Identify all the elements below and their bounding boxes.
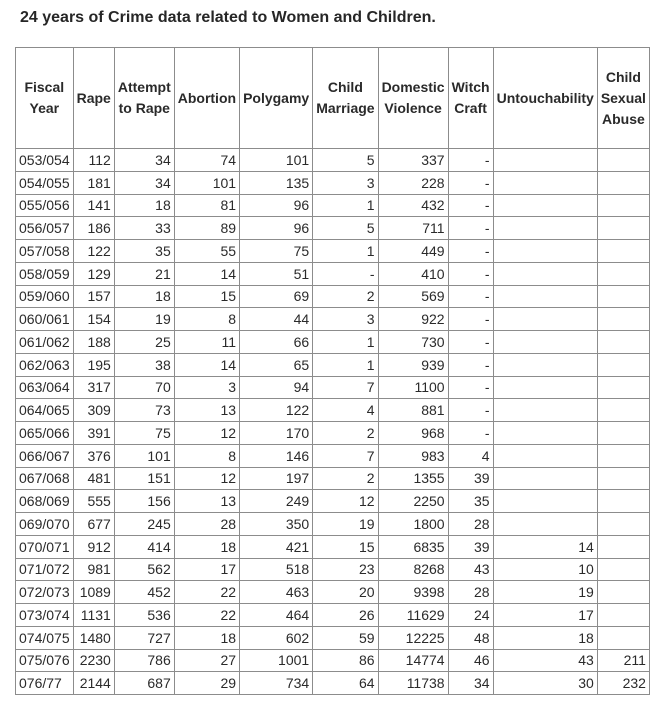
cell-witch-craft: - — [448, 308, 493, 331]
cell-polygamy: 66 — [240, 331, 313, 354]
table-row — [16, 194, 650, 217]
cell-polygamy: 94 — [240, 376, 313, 399]
cell-fiscal-year: 064/065 — [16, 399, 74, 422]
cell-witch-craft: - — [448, 194, 493, 217]
cell-domestic-violence: 569 — [378, 285, 448, 308]
table-row — [16, 353, 650, 376]
cell-fiscal-year: 062/063 — [16, 353, 74, 376]
table-row — [16, 399, 650, 422]
cell-witch-craft: 4 — [448, 444, 493, 467]
cell-abortion: 13 — [174, 399, 239, 422]
cell-attempt-to-rape: 25 — [114, 331, 174, 354]
header-untouchability: Untouchability — [493, 48, 597, 149]
cell-child-marriage: 5 — [313, 149, 378, 172]
cell-child-marriage: 1 — [313, 353, 378, 376]
cell-witch-craft: 39 — [448, 467, 493, 490]
cell-polygamy: 1001 — [240, 649, 313, 672]
cell-polygamy: 96 — [240, 194, 313, 217]
cell-abortion: 8 — [174, 308, 239, 331]
cell-abortion: 11 — [174, 331, 239, 354]
cell-fiscal-year: 055/056 — [16, 194, 74, 217]
cell-attempt-to-rape: 19 — [114, 308, 174, 331]
cell-rape: 181 — [73, 171, 114, 194]
cell-untouchability: 43 — [493, 649, 597, 672]
cell-rape: 1089 — [73, 581, 114, 604]
table-row — [16, 422, 650, 445]
cell-child-sexual-abuse — [597, 513, 649, 536]
cell-witch-craft: 35 — [448, 490, 493, 513]
cell-attempt-to-rape: 101 — [114, 444, 174, 467]
cell-polygamy: 122 — [240, 399, 313, 422]
cell-child-marriage: 1 — [313, 331, 378, 354]
cell-fiscal-year: 072/073 — [16, 581, 74, 604]
cell-untouchability — [493, 376, 597, 399]
cell-child-marriage: 64 — [313, 672, 378, 695]
cell-attempt-to-rape: 18 — [114, 285, 174, 308]
cell-fiscal-year: 056/057 — [16, 217, 74, 240]
cell-fiscal-year: 054/055 — [16, 171, 74, 194]
cell-domestic-violence: 983 — [378, 444, 448, 467]
cell-fiscal-year: 070/071 — [16, 535, 74, 558]
cell-child-marriage: - — [313, 262, 378, 285]
cell-fiscal-year: 065/066 — [16, 422, 74, 445]
cell-polygamy: 421 — [240, 535, 313, 558]
cell-untouchability: 30 — [493, 672, 597, 695]
header-domestic-violence: Domestic Violence — [378, 48, 448, 149]
cell-polygamy: 101 — [240, 149, 313, 172]
cell-attempt-to-rape: 786 — [114, 649, 174, 672]
cell-domestic-violence: 8268 — [378, 558, 448, 581]
cell-untouchability — [493, 171, 597, 194]
cell-untouchability: 14 — [493, 535, 597, 558]
cell-untouchability — [493, 467, 597, 490]
cell-untouchability: 18 — [493, 626, 597, 649]
cell-attempt-to-rape: 21 — [114, 262, 174, 285]
table-body — [16, 149, 650, 695]
cell-fiscal-year: 071/072 — [16, 558, 74, 581]
cell-child-sexual-abuse — [597, 217, 649, 240]
cell-child-marriage: 86 — [313, 649, 378, 672]
cell-abortion: 3 — [174, 376, 239, 399]
cell-fiscal-year: 067/068 — [16, 467, 74, 490]
cell-polygamy: 51 — [240, 262, 313, 285]
cell-domestic-violence: 228 — [378, 171, 448, 194]
cell-abortion: 89 — [174, 217, 239, 240]
table-row — [16, 331, 650, 354]
table-row — [16, 376, 650, 399]
cell-domestic-violence: 1355 — [378, 467, 448, 490]
cell-rape: 157 — [73, 285, 114, 308]
cell-witch-craft: - — [448, 376, 493, 399]
cell-untouchability — [493, 490, 597, 513]
header-rape: Rape — [73, 48, 114, 149]
cell-child-sexual-abuse — [597, 194, 649, 217]
cell-abortion: 22 — [174, 604, 239, 627]
cell-domestic-violence: 449 — [378, 240, 448, 263]
cell-rape: 317 — [73, 376, 114, 399]
cell-polygamy: 69 — [240, 285, 313, 308]
cell-untouchability — [493, 308, 597, 331]
cell-polygamy: 734 — [240, 672, 313, 695]
cell-witch-craft: 43 — [448, 558, 493, 581]
cell-rape: 309 — [73, 399, 114, 422]
cell-fiscal-year: 073/074 — [16, 604, 74, 627]
cell-domestic-violence: 881 — [378, 399, 448, 422]
cell-abortion: 27 — [174, 649, 239, 672]
cell-untouchability — [493, 513, 597, 536]
cell-rape: 912 — [73, 535, 114, 558]
cell-domestic-violence: 2250 — [378, 490, 448, 513]
cell-child-sexual-abuse: 232 — [597, 672, 649, 695]
cell-abortion: 28 — [174, 513, 239, 536]
page-title: 24 years of Crime data related to Women and Children. — [20, 9, 436, 26]
cell-abortion: 14 — [174, 353, 239, 376]
cell-rape: 2230 — [73, 649, 114, 672]
cell-witch-craft: - — [448, 353, 493, 376]
cell-witch-craft: - — [448, 262, 493, 285]
header-child-sexual-abuse: Child Sexual Abuse — [597, 48, 649, 149]
table-row — [16, 240, 650, 263]
cell-untouchability: 19 — [493, 581, 597, 604]
cell-abortion: 12 — [174, 422, 239, 445]
cell-witch-craft: - — [448, 171, 493, 194]
cell-child-sexual-abuse — [597, 262, 649, 285]
table-row — [16, 262, 650, 285]
cell-rape: 112 — [73, 149, 114, 172]
cell-child-sexual-abuse — [597, 240, 649, 263]
cell-attempt-to-rape: 34 — [114, 171, 174, 194]
cell-child-marriage: 2 — [313, 467, 378, 490]
cell-abortion: 8 — [174, 444, 239, 467]
cell-child-marriage: 2 — [313, 285, 378, 308]
table-row — [16, 490, 650, 513]
cell-child-sexual-abuse — [597, 285, 649, 308]
cell-child-marriage: 12 — [313, 490, 378, 513]
header-attempt-to-rape: Attempt to Rape — [114, 48, 174, 149]
cell-rape: 481 — [73, 467, 114, 490]
cell-domestic-violence: 11629 — [378, 604, 448, 627]
cell-child-marriage: 19 — [313, 513, 378, 536]
crime-data-table — [15, 47, 650, 695]
cell-domestic-violence: 12225 — [378, 626, 448, 649]
cell-fiscal-year: 058/059 — [16, 262, 74, 285]
cell-child-marriage: 4 — [313, 399, 378, 422]
cell-fiscal-year: 059/060 — [16, 285, 74, 308]
cell-untouchability — [493, 353, 597, 376]
cell-child-marriage: 7 — [313, 444, 378, 467]
cell-abortion: 101 — [174, 171, 239, 194]
header-child-marriage: Child Marriage — [313, 48, 378, 149]
cell-polygamy: 602 — [240, 626, 313, 649]
cell-child-sexual-abuse: 211 — [597, 649, 649, 672]
cell-rape: 677 — [73, 513, 114, 536]
cell-abortion: 81 — [174, 194, 239, 217]
cell-domestic-violence: 939 — [378, 353, 448, 376]
cell-fiscal-year: 069/070 — [16, 513, 74, 536]
cell-abortion: 18 — [174, 535, 239, 558]
cell-witch-craft: - — [448, 149, 493, 172]
cell-child-sexual-abuse — [597, 581, 649, 604]
cell-untouchability — [493, 149, 597, 172]
cell-abortion: 29 — [174, 672, 239, 695]
table-header-row — [16, 48, 650, 149]
cell-child-marriage: 7 — [313, 376, 378, 399]
cell-domestic-violence: 922 — [378, 308, 448, 331]
cell-domestic-violence: 1800 — [378, 513, 448, 536]
table-row — [16, 217, 650, 240]
cell-untouchability — [493, 240, 597, 263]
cell-abortion: 55 — [174, 240, 239, 263]
cell-child-marriage: 26 — [313, 604, 378, 627]
table-row — [16, 581, 650, 604]
cell-child-sexual-abuse — [597, 149, 649, 172]
cell-child-marriage: 5 — [313, 217, 378, 240]
cell-fiscal-year: 068/069 — [16, 490, 74, 513]
cell-child-marriage: 15 — [313, 535, 378, 558]
cell-domestic-violence: 11738 — [378, 672, 448, 695]
cell-witch-craft: - — [448, 285, 493, 308]
cell-witch-craft: - — [448, 399, 493, 422]
cell-domestic-violence: 432 — [378, 194, 448, 217]
cell-child-sexual-abuse — [597, 353, 649, 376]
cell-child-marriage: 59 — [313, 626, 378, 649]
cell-rape: 141 — [73, 194, 114, 217]
cell-child-sexual-abuse — [597, 490, 649, 513]
cell-attempt-to-rape: 452 — [114, 581, 174, 604]
cell-attempt-to-rape: 75 — [114, 422, 174, 445]
cell-rape: 981 — [73, 558, 114, 581]
cell-child-sexual-abuse — [597, 331, 649, 354]
cell-child-sexual-abuse — [597, 308, 649, 331]
cell-child-sexual-abuse — [597, 444, 649, 467]
cell-rape: 1131 — [73, 604, 114, 627]
cell-polygamy: 170 — [240, 422, 313, 445]
cell-polygamy: 249 — [240, 490, 313, 513]
cell-untouchability — [493, 262, 597, 285]
cell-fiscal-year: 060/061 — [16, 308, 74, 331]
cell-attempt-to-rape: 414 — [114, 535, 174, 558]
cell-attempt-to-rape: 73 — [114, 399, 174, 422]
cell-rape: 195 — [73, 353, 114, 376]
cell-rape: 2144 — [73, 672, 114, 695]
cell-fiscal-year: 057/058 — [16, 240, 74, 263]
cell-witch-craft: 39 — [448, 535, 493, 558]
cell-child-sexual-abuse — [597, 467, 649, 490]
table-row — [16, 308, 650, 331]
cell-abortion: 22 — [174, 581, 239, 604]
cell-witch-craft: 46 — [448, 649, 493, 672]
cell-attempt-to-rape: 562 — [114, 558, 174, 581]
cell-domestic-violence: 968 — [378, 422, 448, 445]
cell-untouchability — [493, 331, 597, 354]
table-row — [16, 149, 650, 172]
cell-witch-craft: - — [448, 217, 493, 240]
cell-rape: 129 — [73, 262, 114, 285]
cell-abortion: 13 — [174, 490, 239, 513]
cell-untouchability — [493, 217, 597, 240]
cell-child-marriage: 2 — [313, 422, 378, 445]
cell-child-sexual-abuse — [597, 422, 649, 445]
cell-child-marriage: 20 — [313, 581, 378, 604]
cell-abortion: 15 — [174, 285, 239, 308]
cell-witch-craft: 24 — [448, 604, 493, 627]
header-abortion: Abortion — [174, 48, 239, 149]
cell-child-sexual-abuse — [597, 535, 649, 558]
cell-attempt-to-rape: 727 — [114, 626, 174, 649]
cell-untouchability — [493, 422, 597, 445]
cell-witch-craft: 28 — [448, 581, 493, 604]
cell-child-sexual-abuse — [597, 626, 649, 649]
cell-domestic-violence: 410 — [378, 262, 448, 285]
cell-rape: 1480 — [73, 626, 114, 649]
cell-domestic-violence: 730 — [378, 331, 448, 354]
cell-rape: 391 — [73, 422, 114, 445]
cell-polygamy: 518 — [240, 558, 313, 581]
cell-witch-craft: - — [448, 422, 493, 445]
cell-fiscal-year: 076/77 — [16, 672, 74, 695]
cell-attempt-to-rape: 151 — [114, 467, 174, 490]
cell-child-sexual-abuse — [597, 604, 649, 627]
table-row — [16, 513, 650, 536]
cell-domestic-violence: 14774 — [378, 649, 448, 672]
cell-rape: 188 — [73, 331, 114, 354]
cell-attempt-to-rape: 536 — [114, 604, 174, 627]
cell-polygamy: 146 — [240, 444, 313, 467]
cell-attempt-to-rape: 245 — [114, 513, 174, 536]
cell-child-marriage: 1 — [313, 194, 378, 217]
cell-fiscal-year: 075/076 — [16, 649, 74, 672]
cell-child-sexual-abuse — [597, 171, 649, 194]
cell-rape: 122 — [73, 240, 114, 263]
cell-attempt-to-rape: 18 — [114, 194, 174, 217]
cell-abortion: 74 — [174, 149, 239, 172]
cell-child-sexual-abuse — [597, 376, 649, 399]
cell-abortion: 12 — [174, 467, 239, 490]
cell-attempt-to-rape: 70 — [114, 376, 174, 399]
cell-child-marriage: 23 — [313, 558, 378, 581]
cell-attempt-to-rape: 33 — [114, 217, 174, 240]
cell-polygamy: 350 — [240, 513, 313, 536]
cell-child-marriage: 3 — [313, 308, 378, 331]
cell-rape: 186 — [73, 217, 114, 240]
cell-polygamy: 96 — [240, 217, 313, 240]
cell-polygamy: 75 — [240, 240, 313, 263]
cell-fiscal-year: 063/064 — [16, 376, 74, 399]
table-row — [16, 444, 650, 467]
cell-domestic-violence: 1100 — [378, 376, 448, 399]
cell-witch-craft: 34 — [448, 672, 493, 695]
table-row — [16, 467, 650, 490]
cell-fiscal-year: 061/062 — [16, 331, 74, 354]
table-row — [16, 285, 650, 308]
table-row — [16, 604, 650, 627]
cell-witch-craft: - — [448, 240, 493, 263]
cell-polygamy: 197 — [240, 467, 313, 490]
cell-attempt-to-rape: 687 — [114, 672, 174, 695]
cell-rape: 555 — [73, 490, 114, 513]
cell-polygamy: 135 — [240, 171, 313, 194]
cell-child-marriage: 1 — [313, 240, 378, 263]
cell-untouchability — [493, 194, 597, 217]
cell-polygamy: 44 — [240, 308, 313, 331]
cell-witch-craft: 48 — [448, 626, 493, 649]
header-witch-craft: Witch Craft — [448, 48, 493, 149]
cell-attempt-to-rape: 35 — [114, 240, 174, 263]
table-row — [16, 171, 650, 194]
cell-abortion: 17 — [174, 558, 239, 581]
header-fiscal-year: Fiscal Year — [16, 48, 74, 149]
table-row — [16, 626, 650, 649]
cell-polygamy: 464 — [240, 604, 313, 627]
cell-child-sexual-abuse — [597, 558, 649, 581]
cell-polygamy: 463 — [240, 581, 313, 604]
cell-untouchability: 10 — [493, 558, 597, 581]
cell-polygamy: 65 — [240, 353, 313, 376]
cell-fiscal-year: 074/075 — [16, 626, 74, 649]
cell-untouchability: 17 — [493, 604, 597, 627]
cell-domestic-violence: 6835 — [378, 535, 448, 558]
table-row — [16, 558, 650, 581]
cell-abortion: 14 — [174, 262, 239, 285]
cell-rape: 376 — [73, 444, 114, 467]
header-polygamy: Polygamy — [240, 48, 313, 149]
cell-attempt-to-rape: 34 — [114, 149, 174, 172]
cell-attempt-to-rape: 156 — [114, 490, 174, 513]
cell-fiscal-year: 066/067 — [16, 444, 74, 467]
cell-untouchability — [493, 444, 597, 467]
cell-domestic-violence: 337 — [378, 149, 448, 172]
cell-fiscal-year: 053/054 — [16, 149, 74, 172]
cell-child-sexual-abuse — [597, 399, 649, 422]
table-row — [16, 535, 650, 558]
cell-child-marriage: 3 — [313, 171, 378, 194]
cell-rape: 154 — [73, 308, 114, 331]
cell-untouchability — [493, 285, 597, 308]
cell-witch-craft: - — [448, 331, 493, 354]
cell-domestic-violence: 711 — [378, 217, 448, 240]
cell-attempt-to-rape: 38 — [114, 353, 174, 376]
cell-untouchability — [493, 399, 597, 422]
table-row — [16, 649, 650, 672]
cell-domestic-violence: 9398 — [378, 581, 448, 604]
cell-abortion: 18 — [174, 626, 239, 649]
cell-witch-craft: 28 — [448, 513, 493, 536]
table-row — [16, 672, 650, 695]
